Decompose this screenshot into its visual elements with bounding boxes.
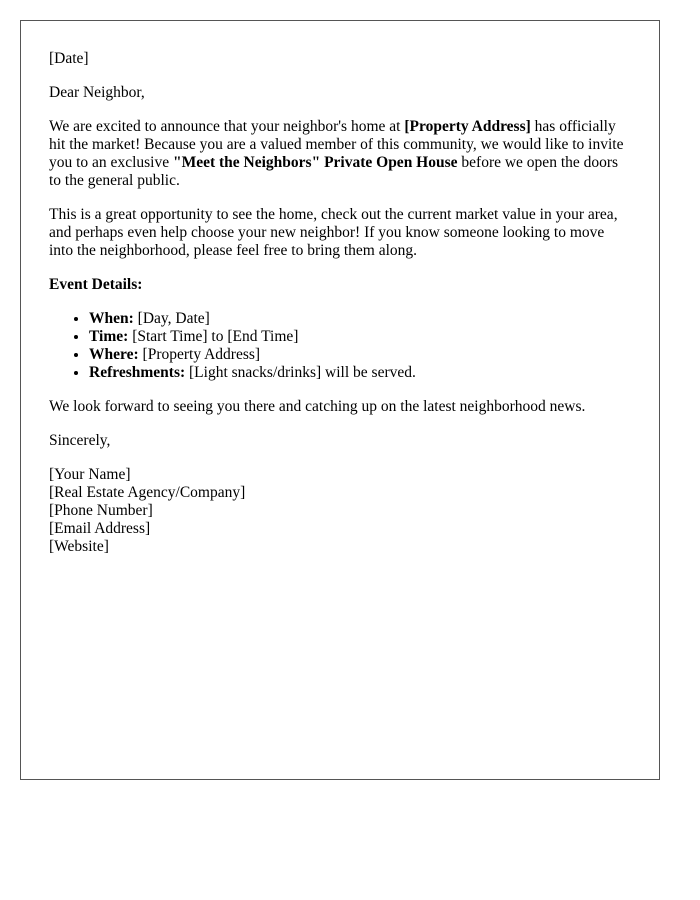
event-item-label: Where: bbox=[89, 346, 139, 363]
event-item-label: Refreshments: bbox=[89, 364, 186, 381]
event-details-list bbox=[49, 310, 631, 382]
event-item-when bbox=[89, 310, 631, 328]
intro-event-name: "Meet the Neighbors" Private Open House bbox=[172, 154, 458, 171]
signature-email: [Email Address] bbox=[49, 520, 151, 537]
signature-company: [Real Estate Agency/Company] bbox=[49, 484, 246, 501]
closing-paragraph: We look forward to seeing you there and catching up on the latest neighborhood news. bbox=[49, 398, 586, 415]
event-item-time bbox=[89, 328, 631, 346]
event-item-value: [Property Address] bbox=[138, 346, 261, 363]
event-details-heading-text: Event Details: bbox=[49, 276, 143, 293]
signoff: Sincerely, bbox=[49, 432, 111, 449]
event-item-label: Time: bbox=[89, 328, 129, 345]
signature-website: [Website] bbox=[49, 538, 109, 555]
signature-name: [Your Name] bbox=[49, 466, 131, 483]
intro-text-1: We are excited to announce that your neighbor's home at bbox=[49, 118, 405, 135]
event-item-label: When: bbox=[89, 310, 134, 327]
event-item-value: [Day, Date] bbox=[133, 310, 210, 327]
intro-property-address: [Property Address] bbox=[404, 118, 531, 135]
opportunity-paragraph: This is a great opportunity to see the home, check out the current market value in your area, and perhaps even help choose your new neighbor! If you know someone looking to move into the neighborhood, please feel free to bring them along. bbox=[49, 206, 618, 259]
signature-phone: [Phone Number] bbox=[49, 502, 153, 519]
signature-block bbox=[49, 466, 631, 556]
event-details-heading bbox=[49, 276, 631, 294]
intro-text-3: before we open the doors to the general public. bbox=[49, 154, 619, 189]
letter-salutation: Dear Neighbor, bbox=[49, 84, 145, 101]
event-item-value: [Light snacks/drinks] will be served. bbox=[185, 364, 416, 381]
letter-page bbox=[20, 20, 660, 780]
event-item-refreshments bbox=[89, 364, 631, 382]
event-item-value: [Start Time] to [End Time] bbox=[128, 328, 299, 345]
intro-paragraph bbox=[49, 118, 631, 190]
intro-text-2: has officially hit the market! Because you are a valued member of this community, we would like to invite you to an exclusive bbox=[49, 118, 624, 171]
letter-date: [Date] bbox=[49, 50, 89, 67]
event-item-where bbox=[89, 346, 631, 364]
